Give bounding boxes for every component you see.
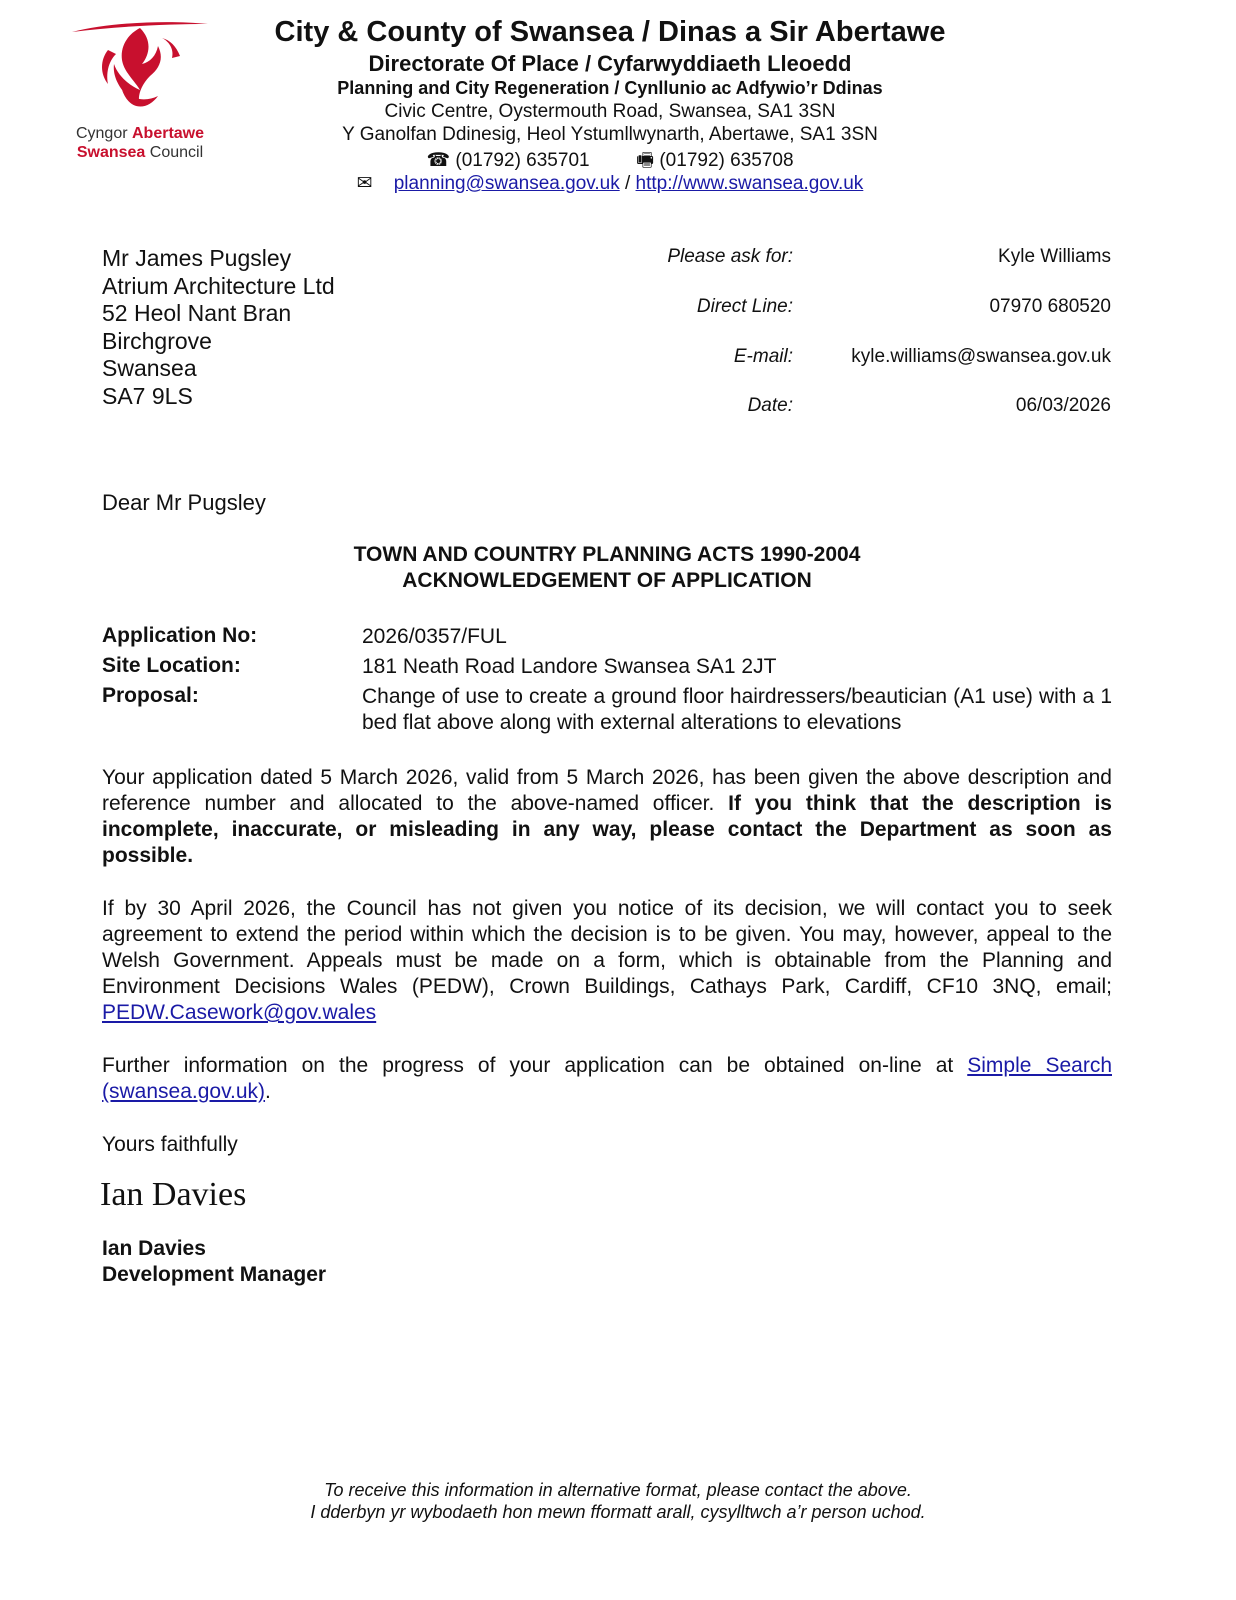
appeal-text: If by 30 April 2026, the Council has not given you notice of its decision, we will contact you to seek agreement to extend the period within which the decision is to be given. You may, however, appeal to the Welsh Government. Appeals must be made on a form, which is obtainable from the Planning and Environment Decisions Wales (PEDW), Crown Buildings, Cathays Park, Cardiff, CF10 3NQ, email; bbox=[102, 897, 1112, 998]
ask-for-value: Kyle Williams bbox=[998, 246, 1111, 267]
signer-name: Ian Davies bbox=[102, 1237, 206, 1260]
logo-word-swansea: Swansea bbox=[76, 144, 146, 161]
validation-paragraph bbox=[102, 765, 1112, 869]
planning-email-link[interactable]: planning@swansea.gov.uk bbox=[393, 173, 620, 194]
closing: Yours faithfully bbox=[102, 1133, 238, 1156]
direct-line-label: Direct Line: bbox=[696, 296, 793, 317]
site-location-value: 181 Neath Road Landore Swansea SA1 2JT bbox=[362, 655, 777, 678]
pedw-email-link[interactable]: PEDW.Casework@gov.wales bbox=[102, 1001, 377, 1024]
letter-title: TOWN AND COUNTRY PLANNING ACTS 1990-2004 bbox=[353, 543, 861, 566]
phone-icon: ☎ bbox=[426, 150, 451, 171]
validation-warning: If you think that the description is incomplete, inaccurate, or misleading in any way, please contact the Department as soon as possible. bbox=[102, 792, 1112, 867]
logo-word-abertawe: Abertawe bbox=[132, 125, 205, 142]
ask-for-label: Please ask for: bbox=[667, 246, 793, 267]
further-info-paragraph bbox=[102, 1053, 1112, 1105]
proposal-value: Change of use to create a ground floor hairdressers/beautician (A1 use) with a 1 bed flat above along with external alterations to elevations bbox=[362, 685, 1112, 734]
directorate: Directorate Of Place / Cyfarwyddiaeth Lleoedd bbox=[368, 51, 852, 76]
date-value: 06/03/2026 bbox=[1015, 395, 1111, 416]
logo-swoosh-icon bbox=[70, 20, 210, 34]
fax-number: (01792) 635708 bbox=[659, 150, 794, 171]
email-value: kyle.williams@swansea.gov.uk bbox=[851, 346, 1111, 367]
link-separator: / bbox=[624, 173, 631, 194]
footer-english: To receive this information in alternative format, please contact the above. bbox=[324, 1480, 912, 1500]
application-no-value: 2026/0357/FUL bbox=[362, 625, 507, 648]
recipient-company: Atrium Architecture Ltd bbox=[102, 272, 335, 299]
direct-line-value: 07970 680520 bbox=[989, 296, 1111, 317]
date-label: Date: bbox=[747, 395, 793, 416]
signature: Ian Davies bbox=[100, 1176, 247, 1213]
recipient-street: 52 Heol Nant Bran bbox=[102, 300, 292, 326]
validation-text: Your application dated 5 March 2026, valid from 5 March 2026, has been given the above description and reference number and allocated to the above-named officer. bbox=[102, 766, 1112, 815]
letter-subtitle: ACKNOWLEDGEMENT OF APPLICATION bbox=[402, 569, 812, 592]
dragon-emblem-icon bbox=[70, 20, 210, 120]
website-link[interactable]: http://www.swansea.gov.uk bbox=[635, 173, 864, 194]
address-english: Civic Centre, Oystermouth Road, Swansea, SA1 3SN bbox=[384, 101, 836, 122]
phone-number: (01792) 635701 bbox=[455, 150, 590, 171]
email-label: E-mail: bbox=[733, 346, 793, 367]
org-name: City & County of Swansea / Dinas a Sir Abertawe bbox=[274, 16, 946, 48]
further-info-end: . bbox=[265, 1080, 271, 1103]
application-no-label: Application No: bbox=[102, 624, 258, 647]
proposal-label: Proposal: bbox=[102, 684, 199, 707]
recipient-district: Birchgrove bbox=[102, 327, 212, 354]
envelope-icon: ✉ bbox=[356, 173, 373, 194]
simple-search-link[interactable]: Simple Search (swansea.gov.uk) bbox=[102, 1054, 1112, 1103]
council-logo bbox=[60, 20, 230, 190]
logo-word-cyngor: Cyngor bbox=[75, 125, 128, 142]
department: Planning and City Regeneration / Cynllunio ac Adfywio’r Ddinas bbox=[337, 78, 883, 98]
address-welsh: Y Ganolfan Ddinesig, Heol Ystumllwynarth, Abertawe, SA1 3SN bbox=[342, 124, 878, 145]
recipient-address bbox=[102, 245, 335, 410]
recipient-town: Swansea bbox=[102, 355, 197, 381]
recipient-name: Mr James Pugsley bbox=[102, 245, 292, 271]
further-info-text: Further information on the progress of your application can be obtained on-line at bbox=[102, 1054, 954, 1077]
fax-icon: 🖷 bbox=[636, 150, 655, 171]
contact-links bbox=[240, 172, 980, 195]
logo-word-council: Council bbox=[149, 144, 204, 161]
salutation: Dear Mr Pugsley bbox=[102, 490, 266, 515]
signer-title: Development Manager bbox=[102, 1263, 327, 1286]
appeal-paragraph bbox=[102, 896, 1112, 1026]
site-location-label: Site Location: bbox=[102, 654, 241, 677]
footer-welsh: I dderbyn yr wybodaeth hon mewn fformatt arall, cysylltwch a’r person uchod. bbox=[310, 1502, 926, 1522]
recipient-postcode: SA7 9LS bbox=[102, 382, 193, 409]
